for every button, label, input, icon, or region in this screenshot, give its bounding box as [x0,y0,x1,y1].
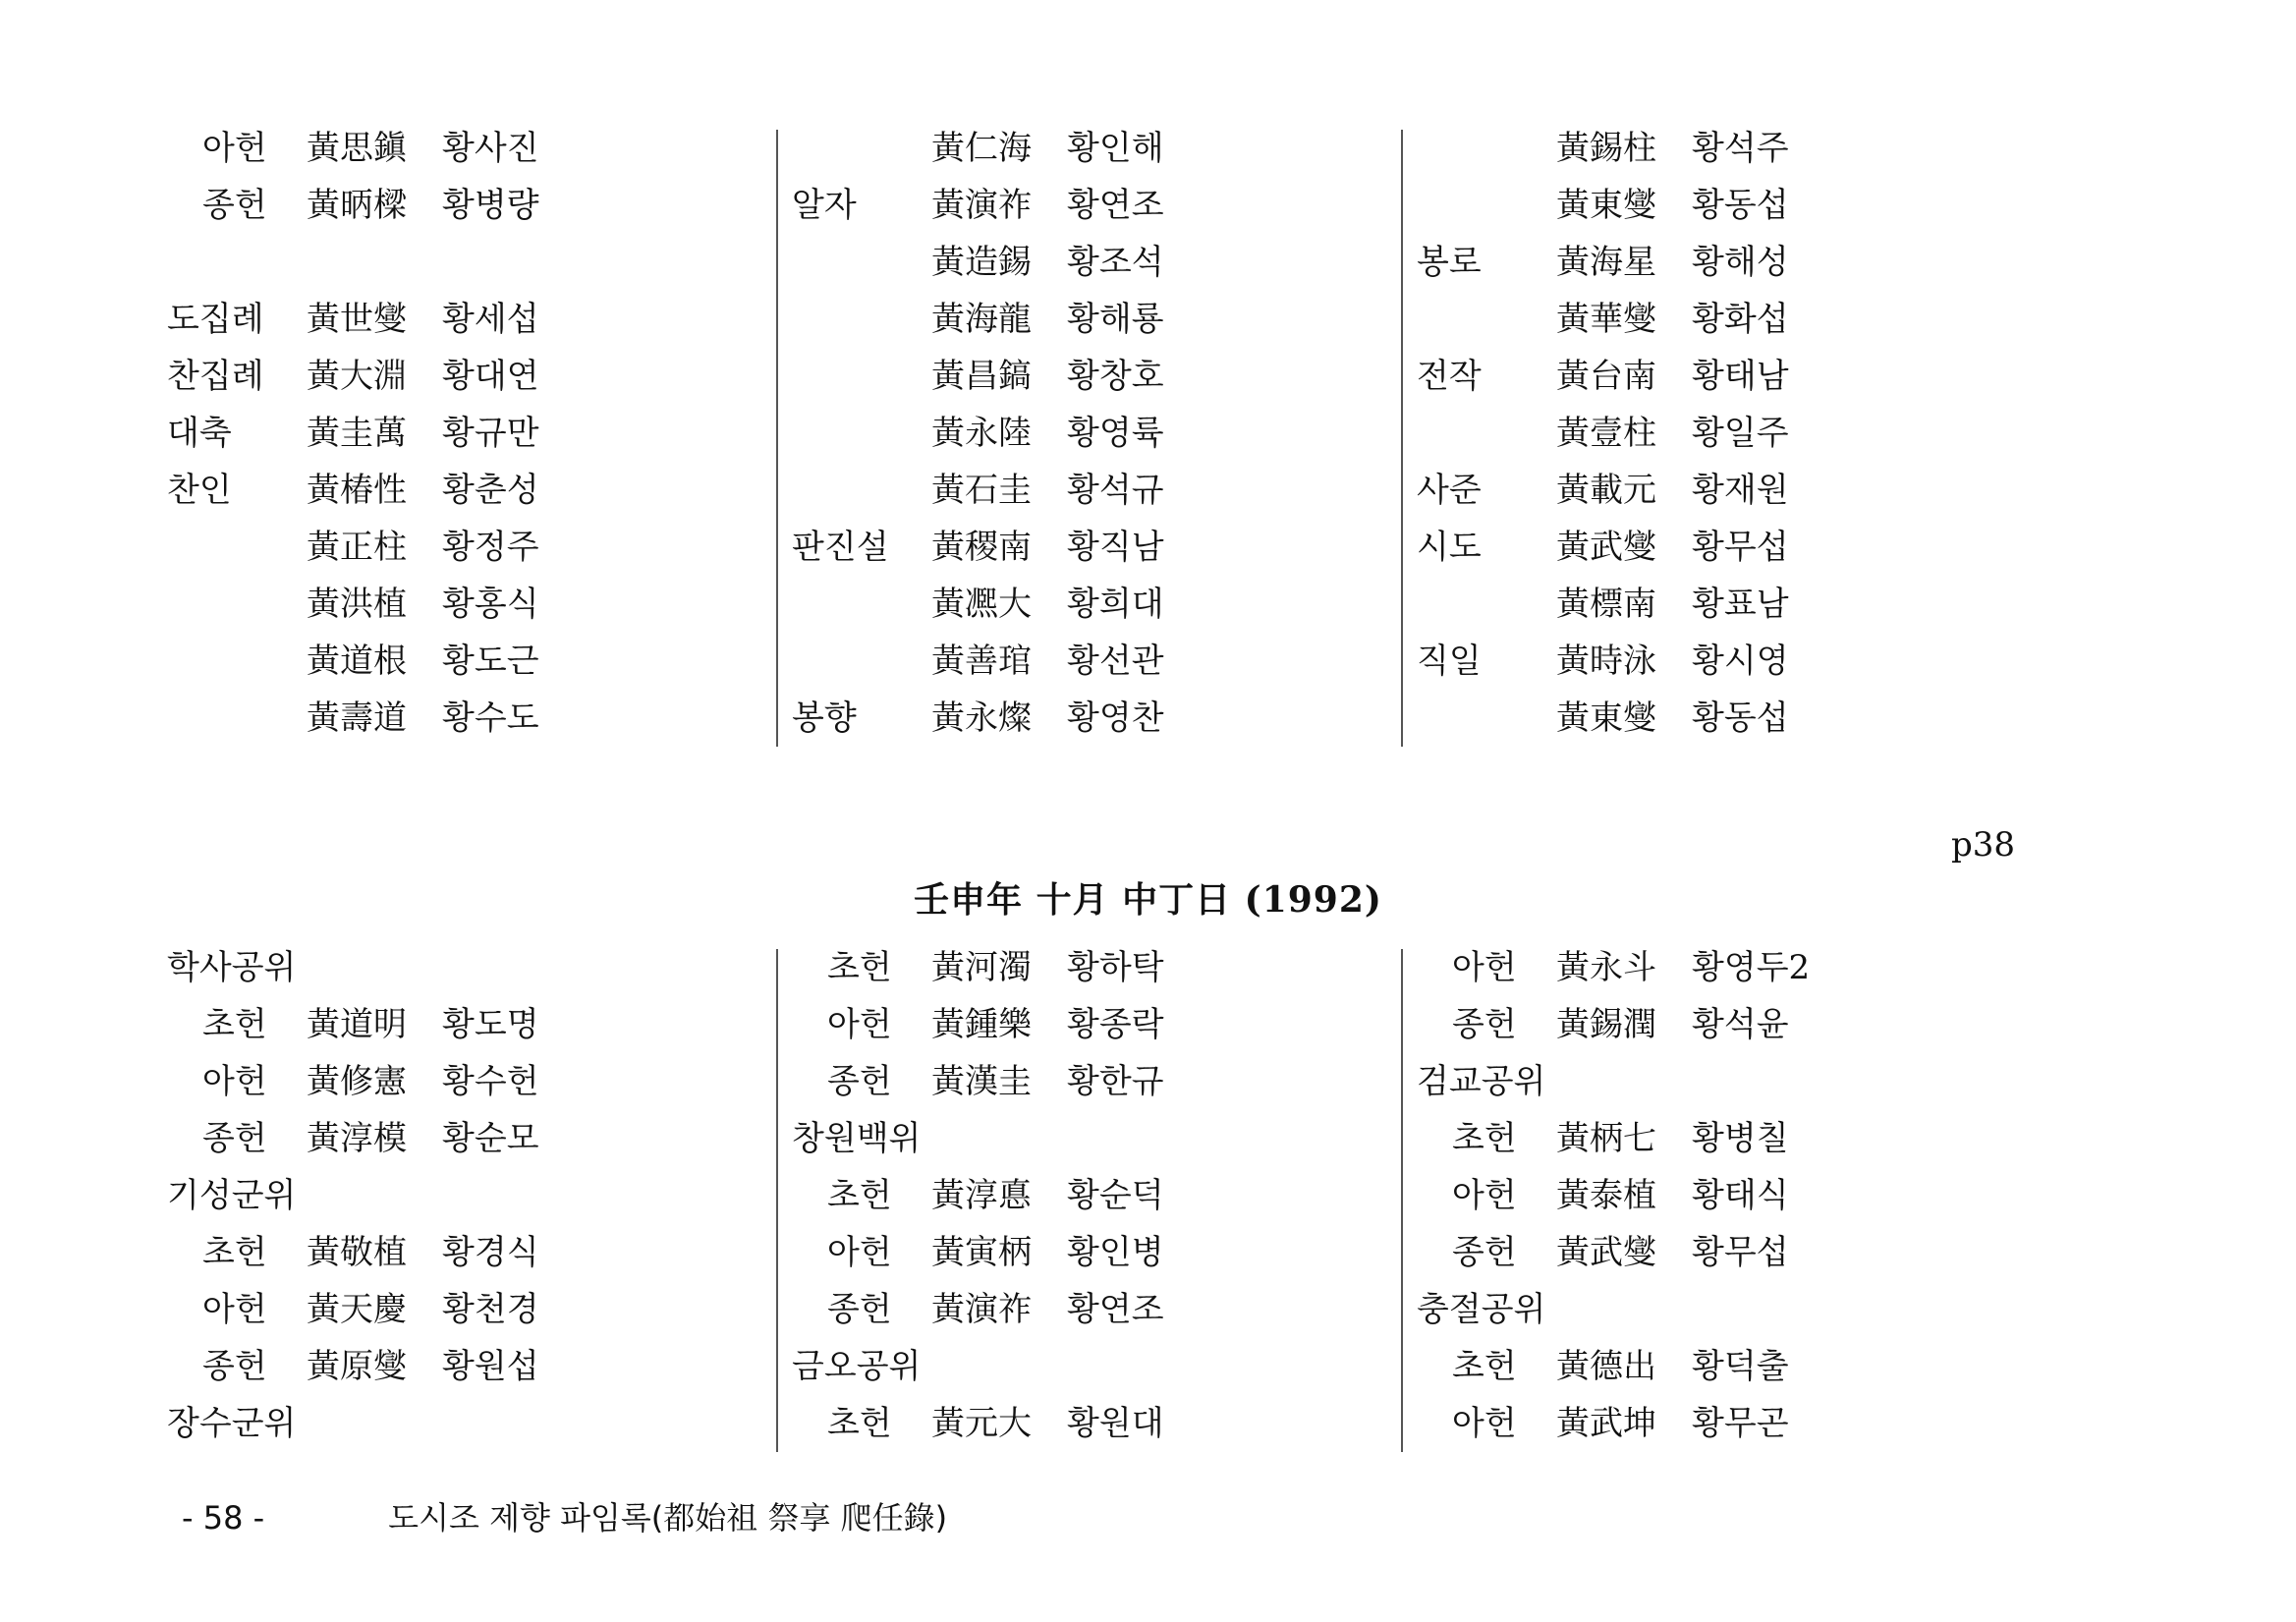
name-hanja: 黃洪植 [307,585,407,624]
officiant-row [167,234,756,291]
name-hanja: 黃道明 [307,1005,407,1044]
officiant-row [792,633,1381,690]
name-hanja: 黃海星 [1556,243,1656,282]
role-label: 종헌 [827,1062,892,1101]
role-label: 종헌 [202,1347,267,1386]
name-hangul: 황연조 [1067,186,1164,225]
role-label: 대축 [167,414,232,453]
role-label: 초헌 [827,1404,892,1443]
page-reference: p38 [1951,825,2016,865]
name-hangul: 황한규 [1067,1062,1164,1101]
officiant-row [167,519,756,576]
role-label: 종헌 [1452,1005,1517,1044]
officiant-row [792,405,1381,462]
officiant-row [167,690,756,747]
name-hangul: 황일주 [1692,414,1789,453]
name-hangul: 황무섭 [1692,1233,1789,1272]
name-hanja: 黃椿性 [307,471,407,510]
name-hanja: 黃台南 [1556,357,1656,396]
name-hanja: 黃昌鎬 [931,357,1032,396]
role-label: 초헌 [1452,1347,1517,1386]
officiant-row [167,1053,756,1110]
role-label: 아헌 [202,129,267,168]
name-hangul: 황재원 [1692,471,1789,510]
officiant-row [167,462,756,519]
officiant-row [792,1281,1381,1338]
page-footer [182,1493,947,1538]
role-label: 시도 [1417,528,1482,567]
officiant-row [1417,519,2006,576]
officiant-list-section-2 [167,939,1935,1460]
name-hangul: 황표남 [1692,585,1789,624]
name-hangul: 황세섭 [442,300,539,339]
name-hanja: 黃武燮 [1556,528,1656,567]
officiant-row [1417,1395,2006,1452]
officiant-row [167,1110,756,1167]
role-label: 종헌 [1452,1233,1517,1272]
column-divider [1401,130,1403,747]
name-hanja: 黃東燮 [1556,186,1656,225]
name-hanja: 黃大淵 [307,357,407,396]
column-divider [776,130,778,747]
name-hangul: 황수헌 [442,1062,539,1101]
name-hangul: 황직남 [1067,528,1164,567]
name-hanja: 黃天慶 [307,1290,407,1329]
name-hangul: 황병칠 [1692,1119,1789,1158]
name-hanja: 黃永斗 [1556,948,1656,987]
list-column-1 [167,120,756,747]
name-hanja: 黃原燮 [307,1347,407,1386]
officiant-row [792,519,1381,576]
name-hangul: 황수도 [442,699,539,738]
group-header: 학사공위 [167,948,297,987]
name-hangul: 황조석 [1067,243,1164,282]
name-hanja: 黃稷南 [931,528,1032,567]
officiant-row [792,996,1381,1053]
officiant-row [1417,234,2006,291]
name-hanja: 黃仁海 [931,129,1032,168]
officiant-row [792,576,1381,633]
name-hangul: 황원대 [1067,1404,1164,1443]
name-hangul: 황인해 [1067,129,1164,168]
name-hanja: 黃道根 [307,642,407,681]
role-label: 사준 [1417,471,1482,510]
name-hangul: 황해성 [1692,243,1789,282]
officiant-row [1417,120,2006,177]
group-header: 창원백위 [792,1119,922,1158]
name-hangul: 황시영 [1692,642,1789,681]
officiant-row [792,462,1381,519]
name-hanja: 黃元大 [931,1404,1032,1443]
name-hangul: 황경식 [442,1233,539,1272]
name-hanja: 黃演祚 [931,186,1032,225]
role-label: 종헌 [202,1119,267,1158]
name-hanja: 黃寅柄 [931,1233,1032,1272]
name-hanja: 黃正柱 [307,528,407,567]
officiant-row [792,1395,1381,1452]
page-number: - 58 - [182,1499,265,1537]
name-hanja: 黃武坤 [1556,1404,1656,1443]
officiant-row [167,576,756,633]
group-header: 검교공위 [1417,1062,1546,1101]
group-header-row [167,939,756,996]
officiant-row [1417,690,2006,747]
name-hangul: 황순모 [442,1119,539,1158]
name-hanja: 黃漢圭 [931,1062,1032,1101]
officiant-row [167,177,756,234]
officiant-row [792,1053,1381,1110]
officiant-row [792,234,1381,291]
group-header-row [1417,1281,2006,1338]
name-hangul: 황덕출 [1692,1347,1789,1386]
name-hangul: 황석윤 [1692,1005,1789,1044]
name-hangul: 황원섭 [442,1347,539,1386]
name-hanja: 黃時泳 [1556,642,1656,681]
name-hanja: 黃標南 [1556,585,1656,624]
name-hanja: 黃海龍 [931,300,1032,339]
role-label: 아헌 [202,1062,267,1101]
officiant-row [1417,576,2006,633]
name-hanja: 黃演祚 [931,1290,1032,1329]
name-hanja: 黃凞大 [931,585,1032,624]
name-hangul: 황동섭 [1692,699,1789,738]
officiant-row [1417,996,2006,1053]
officiant-row [1417,1110,2006,1167]
role-label: 찬집례 [167,357,264,396]
name-hangul: 황정주 [442,528,539,567]
name-hanja: 黃河濁 [931,948,1032,987]
name-hanja: 黃武燮 [1556,1233,1656,1272]
officiant-row [792,120,1381,177]
name-hanja: 黃造錫 [931,243,1032,282]
name-hangul: 황영찬 [1067,699,1164,738]
name-hanja: 黃鍾樂 [931,1005,1032,1044]
role-label: 찬인 [167,471,232,510]
group-header-row [792,1338,1381,1395]
name-hangul: 황홍식 [442,585,539,624]
column-divider [776,949,778,1452]
name-hanja: 黃柄七 [1556,1119,1656,1158]
role-label: 아헌 [827,1005,892,1044]
officiant-row [167,348,756,405]
role-label: 종헌 [827,1290,892,1329]
name-hangul: 황춘성 [442,471,539,510]
role-label: 판진설 [792,528,889,567]
officiant-row [167,996,756,1053]
officiant-row [1417,348,2006,405]
officiant-row [167,1338,756,1395]
book-title: 도시조 제향 파임록(都始祖 祭享 爬任錄) [388,1499,948,1537]
officiant-row [167,405,756,462]
officiant-row [792,291,1381,348]
name-hanja: 黃華燮 [1556,300,1656,339]
list-column-3 [1417,939,2006,1452]
name-hangul: 황동섭 [1692,186,1789,225]
group-header: 금오공위 [792,1347,922,1386]
group-header-row [167,1167,756,1224]
name-hanja: 黃敬植 [307,1233,407,1272]
officiant-row [792,939,1381,996]
officiant-list-section-1 [167,120,1935,749]
officiant-row [1417,939,2006,996]
name-hangul: 황해룡 [1067,300,1164,339]
column-divider [1401,949,1403,1452]
role-label: 아헌 [202,1290,267,1329]
group-header-row [1417,1053,2006,1110]
name-hanja: 黃石圭 [931,471,1032,510]
officiant-row [167,1224,756,1281]
name-hanja: 黃永燦 [931,699,1032,738]
name-hanja: 黃壹柱 [1556,414,1656,453]
name-hangul: 황창호 [1067,357,1164,396]
role-label: 직일 [1417,642,1482,681]
officiant-row [1417,1167,2006,1224]
role-label: 아헌 [1452,1404,1517,1443]
name-hangul: 황태남 [1692,357,1789,396]
name-hangul: 황순덕 [1067,1176,1164,1215]
role-label: 초헌 [202,1233,267,1272]
officiant-row [1417,633,2006,690]
officiant-row [167,120,756,177]
role-label: 봉로 [1417,243,1482,282]
name-hangul: 황화섭 [1692,300,1789,339]
role-label: 아헌 [1452,948,1517,987]
group-header-row [167,1395,756,1452]
name-hangul: 황병량 [442,186,539,225]
name-hangul: 황영두2 [1692,948,1811,987]
name-hanja: 黃東燮 [1556,699,1656,738]
name-hangul: 황도근 [442,642,539,681]
name-hangul: 황사진 [442,129,539,168]
officiant-row [792,1224,1381,1281]
group-header-row [792,1110,1381,1167]
name-hangul: 황연조 [1067,1290,1164,1329]
name-hanja: 黃壽道 [307,699,407,738]
name-hangul: 황인병 [1067,1233,1164,1272]
role-label: 초헌 [827,1176,892,1215]
name-hangul: 황하탁 [1067,948,1164,987]
officiant-row [167,633,756,690]
officiant-row [1417,1224,2006,1281]
role-label: 초헌 [1452,1119,1517,1158]
name-hangul: 황대연 [442,357,539,396]
role-label: 도집례 [167,300,264,339]
name-hangul: 황규만 [442,414,539,453]
name-hangul: 황도명 [442,1005,539,1044]
name-hangul: 황태식 [1692,1176,1789,1215]
group-header: 충절공위 [1417,1290,1546,1329]
name-hanja: 黃修憲 [307,1062,407,1101]
list-column-1 [167,939,756,1452]
name-hangul: 황석규 [1067,471,1164,510]
name-hanja: 黃淳模 [307,1119,407,1158]
role-label: 전작 [1417,357,1482,396]
officiant-row [167,1281,756,1338]
name-hanja: 黃善琯 [931,642,1032,681]
name-hanja: 黃昞樑 [307,186,407,225]
list-column-2 [792,939,1381,1452]
officiant-row [792,690,1381,747]
list-column-3 [1417,120,2006,747]
role-label: 초헌 [202,1005,267,1044]
name-hanja: 黃世燮 [307,300,407,339]
name-hanja: 黃載元 [1556,471,1656,510]
name-hangul: 황선관 [1067,642,1164,681]
name-hangul: 황천경 [442,1290,539,1329]
officiant-row [1417,462,2006,519]
role-label: 아헌 [827,1233,892,1272]
name-hanja: 黃德出 [1556,1347,1656,1386]
name-hanja: 黃錫潤 [1556,1005,1656,1044]
name-hangul: 황희대 [1067,585,1164,624]
officiant-row [1417,405,2006,462]
list-column-2 [792,120,1381,747]
name-hanja: 黃錫柱 [1556,129,1656,168]
name-hanja: 黃思鎭 [307,129,407,168]
officiant-row [1417,1338,2006,1395]
officiant-row [167,291,756,348]
group-header: 장수군위 [167,1404,297,1443]
name-hanja: 黃永陸 [931,414,1032,453]
officiant-row [1417,177,2006,234]
name-hanja: 黃圭萬 [307,414,407,453]
name-hangul: 황무곤 [1692,1404,1789,1443]
group-header: 기성군위 [167,1176,297,1215]
role-label: 봉향 [792,699,857,738]
officiant-row [792,1167,1381,1224]
role-label: 종헌 [202,186,267,225]
name-hangul: 황석주 [1692,129,1789,168]
officiant-row [792,177,1381,234]
officiant-row [792,348,1381,405]
name-hangul: 황무섭 [1692,528,1789,567]
name-hanja: 黃淳悳 [931,1176,1032,1215]
officiant-row [1417,291,2006,348]
role-label: 아헌 [1452,1176,1517,1215]
name-hanja: 黃泰植 [1556,1176,1656,1215]
name-hangul: 황종락 [1067,1005,1164,1044]
role-label: 알자 [792,186,857,225]
ceremony-title: 壬申年 十月 中丁日 (1992) [914,879,1382,921]
name-hangul: 황영륙 [1067,414,1164,453]
role-label: 초헌 [827,948,892,987]
